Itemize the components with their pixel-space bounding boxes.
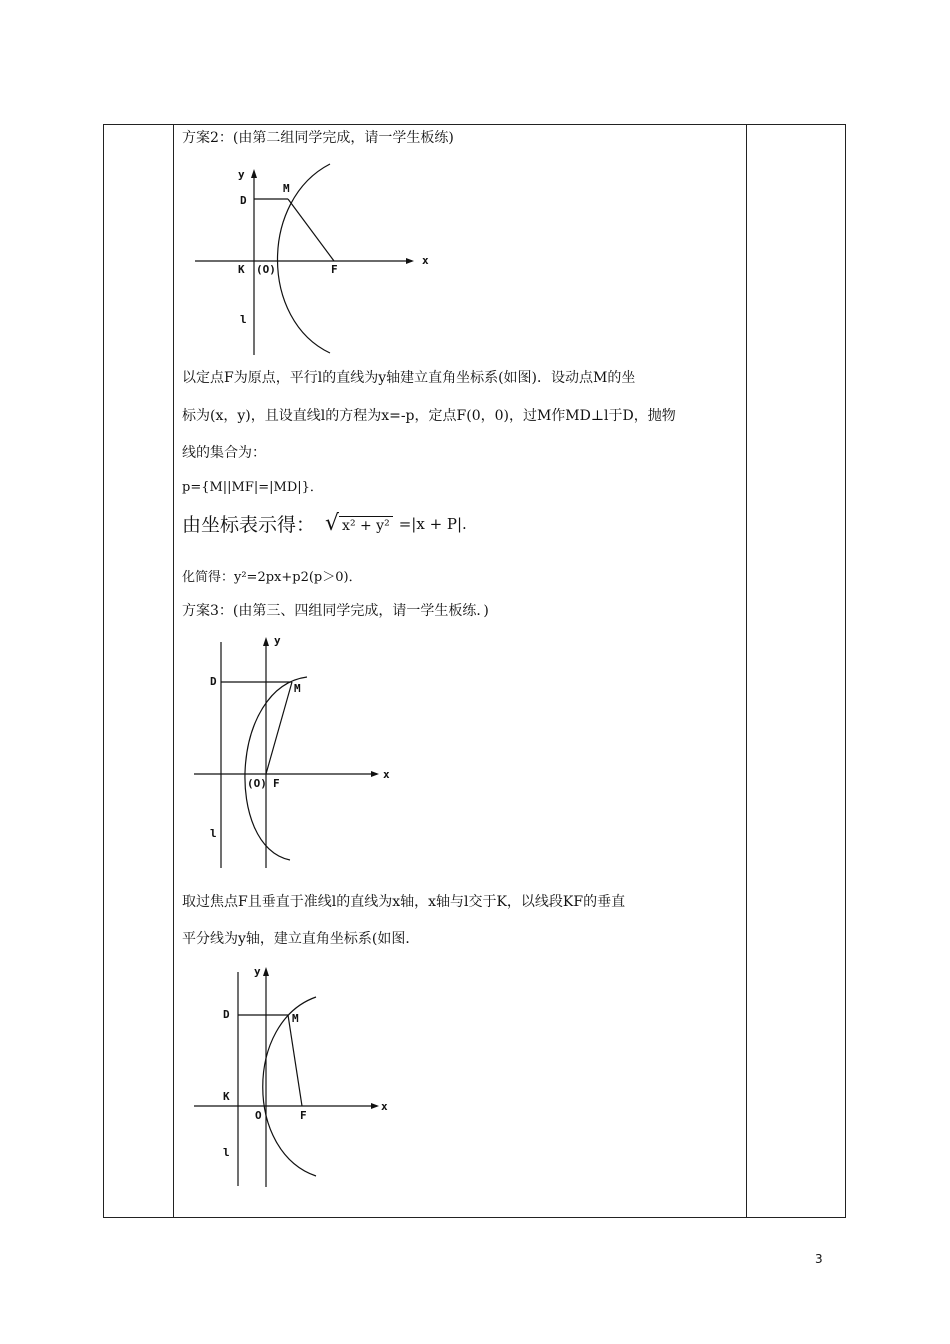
square-root — [325, 510, 393, 536]
fig3-k-label: K — [223, 1090, 230, 1103]
fig1-d-label: D — [240, 194, 247, 207]
set-expression: p={M||MF|=|MD|}． — [182, 480, 323, 495]
radical-icon: √ — [325, 510, 340, 536]
formula-rhs: =|x + P|. — [398, 514, 467, 533]
para1-line2: 标为(x，y)，且设直线l的方程为x=-p，定点F(0，0)，过M作MD⊥l于D，抛物 — [182, 408, 676, 424]
fig1-y-label: y — [238, 168, 245, 181]
page-number: 3 — [815, 1252, 823, 1266]
fig1-k-label: K — [238, 263, 245, 276]
para1-line3: 线的集合为： — [182, 445, 266, 461]
fig3-o-label: O — [255, 1109, 262, 1122]
plan3-title: 方案3：(由第三、四组同学完成，请一学生板练．) — [182, 603, 489, 619]
table-column-divider-left — [173, 125, 174, 1217]
fig3-y-label: y — [254, 965, 261, 978]
simplified-equation: 化简得：y²=2px+p2(p＞0)． — [182, 570, 362, 585]
fig1-o-label: (O) — [256, 263, 276, 276]
figure-plan3 — [190, 632, 400, 872]
fig1-l-label: l — [240, 313, 247, 326]
fig3-d-label: D — [223, 1008, 230, 1021]
fig2-o-label: (O) — [247, 777, 267, 790]
distance-formula — [182, 510, 467, 537]
figure-plan2 — [190, 160, 450, 360]
para2-line2: 平分线为y轴，建立直角坐标系(如图． — [182, 931, 420, 947]
fig3-f-label: F — [300, 1109, 307, 1122]
fig2-m-label: M — [294, 682, 301, 695]
para2-line1: 取过焦点F且垂直于准线l的直线为x轴，x轴与l交于K，以线段KF的垂直 — [182, 894, 626, 910]
plan2-title: 方案2：(由第二组同学完成，请一学生板练) — [182, 130, 454, 146]
formula-label: 由坐标表示得： — [182, 514, 316, 536]
fig2-l-label: l — [210, 827, 217, 840]
para1-line1: 以定点F为原点，平行l的直线为y轴建立直角坐标系(如图)．设动点M的坐 — [182, 370, 636, 386]
fig1-m-label: M — [283, 182, 290, 195]
fig2-y-label: y — [274, 634, 281, 647]
fig2-f-label: F — [273, 777, 280, 790]
fig3-x-label: x — [381, 1100, 388, 1113]
fig2-x-label: x — [383, 768, 390, 781]
fig3-m-label: M — [292, 1012, 299, 1025]
table-column-divider-right — [746, 125, 747, 1217]
formula-radicand: x² + y² — [339, 516, 393, 535]
fig1-x-label: x — [422, 254, 429, 267]
fig2-d-label: D — [210, 675, 217, 688]
fig3-l-label: l — [223, 1146, 230, 1159]
figure-plan3-alt — [190, 962, 400, 1192]
fig1-f-label: F — [331, 263, 338, 276]
